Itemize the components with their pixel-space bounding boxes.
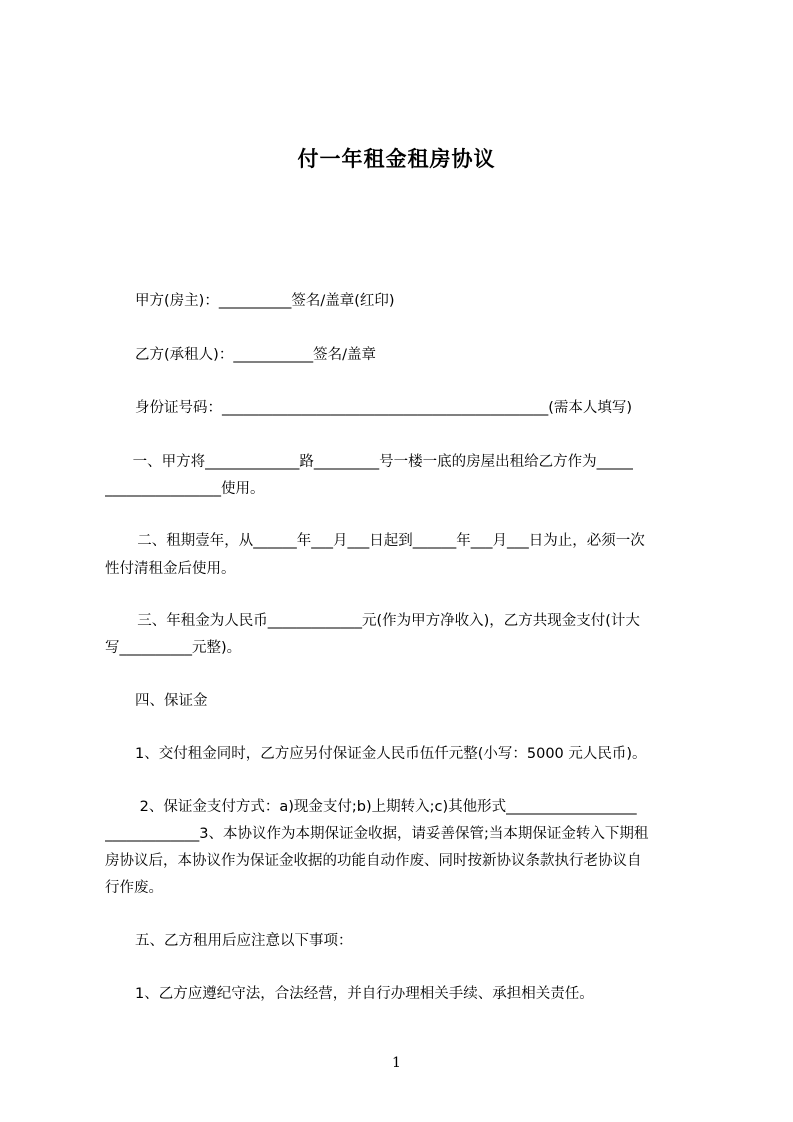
tenant-line: 乙方(承租人)：___________签名/盖章 bbox=[135, 347, 376, 363]
clause-4-item-1: 1、交付租金同时，乙方应另付保证金人民币伍仟元整(小写：5000 元人民币)。 bbox=[135, 746, 647, 762]
clause-5-heading: 五、乙方租用后应注意以下事项： bbox=[135, 933, 353, 949]
clause-5-item-1: 1、乙方应遵纪守法，合法经营，并自行办理相关手续、承担相关责任。 bbox=[135, 986, 594, 1002]
clause-4-item-2-line-2: _____________3、本协议作为本期保证金收据，请妥善保管;当本期保证金转入下期租 bbox=[105, 826, 649, 842]
clause-2-line-1: 二、租期壹年，从______年___月___日起到______年___月___日为止，必须一次 bbox=[128, 533, 645, 549]
clause-4-item-2-line-1: 2、保证金支付方式：a)现金支付;b)上期转入;c)其他形式__________________ bbox=[135, 799, 637, 815]
clause-3-line-1: 三、年租金为人民币_____________元(作为甲方净收入)，乙方共现金支付(计大 bbox=[128, 613, 640, 629]
clause-3-line-2: 写__________元整)。 bbox=[105, 640, 242, 656]
clause-1-line-2: ________________使用。 bbox=[105, 481, 265, 497]
clause-4-item-2-line-3: 房协议后，本协议作为保证金收据的功能自动作废、同时按新协议条款执行老协议自 bbox=[105, 853, 642, 869]
document-title: 付一年租金租房协议 bbox=[297, 147, 496, 171]
clause-1-line-1: 一、甲方将_____________路_________号一楼一底的房屋出租给乙方作为_____ bbox=[128, 454, 633, 470]
clause-4-item-2-line-4: 行作废。 bbox=[105, 880, 163, 896]
landlord-line: 甲方(房主)：__________签名/盖章(红印) bbox=[135, 293, 395, 309]
id-number-line: 身份证号码：_____________________________________________(需本人填写) bbox=[135, 400, 633, 416]
clause-2-line-2: 性付清租金后使用。 bbox=[105, 561, 236, 577]
clause-4-heading: 四、保证金 bbox=[135, 693, 208, 709]
page-number: 1 bbox=[392, 1055, 401, 1071]
